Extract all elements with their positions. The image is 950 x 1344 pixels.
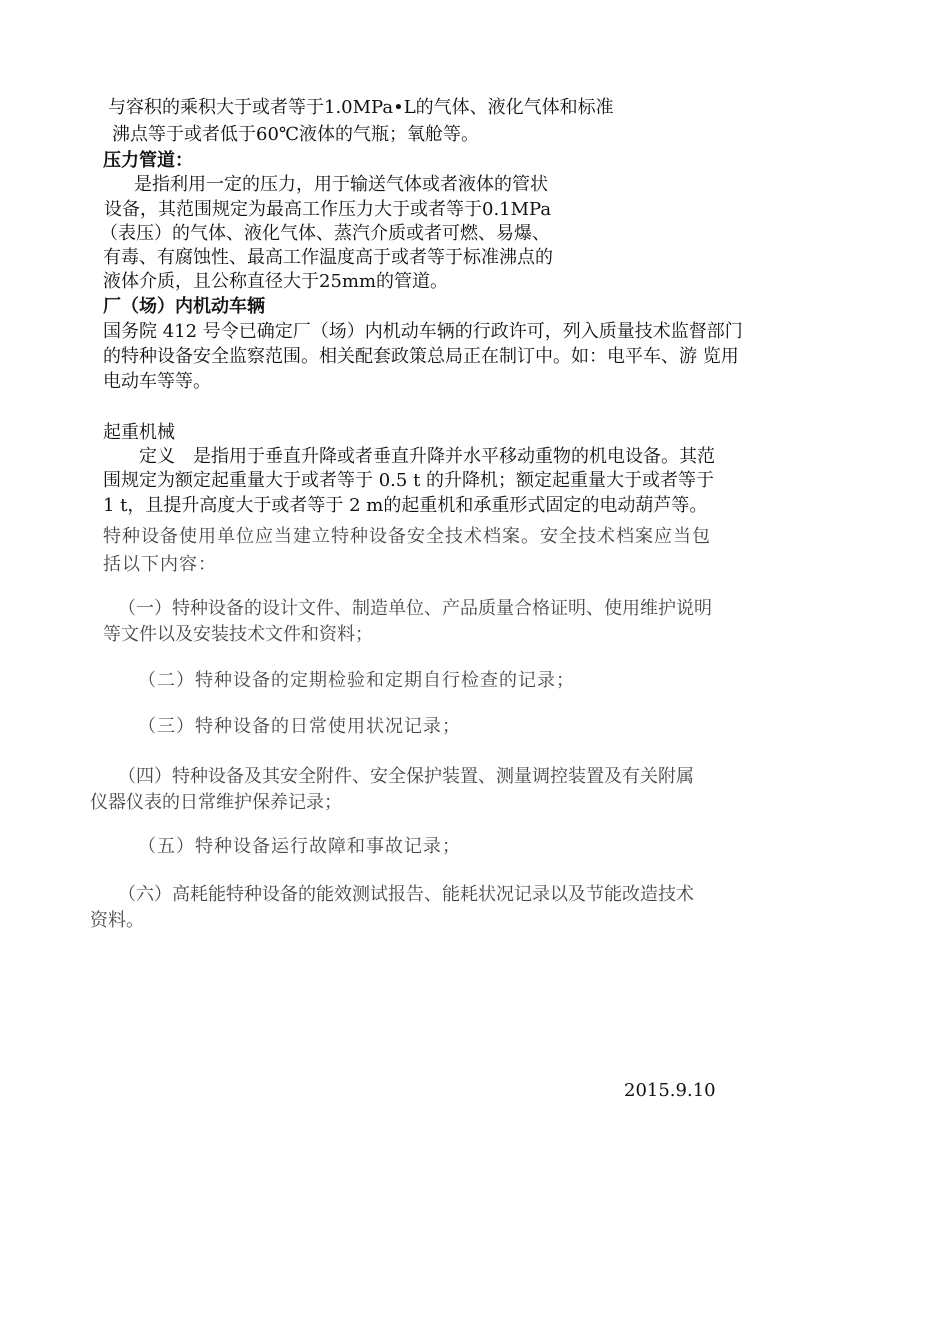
vehicle-heading: 厂（场）内机动车辆: [103, 296, 265, 317]
archive-item-5: （五）特种设备运行故障和事故记录；: [138, 836, 461, 857]
vessel-text-line-1: 与容积的乘积大于或者等于1.0MPa•L的气体、液化气体和标准: [108, 97, 614, 118]
archive-intro-line-2: 括以下内容：: [103, 554, 217, 575]
archive-intro-line-1: 特种设备使用单位应当建立特种设备安全技术档案。安全技术档案应当包: [103, 526, 711, 547]
archive-item-1-line-2: 等文件以及安装技术文件和资料；: [103, 624, 373, 645]
archive-item-2: （二）特种设备的定期检验和定期自行检查的记录；: [138, 670, 575, 691]
pipeline-text-line-3: （表压）的气体、液化气体、蒸汽介质或者可燃、易爆、: [100, 223, 550, 244]
archive-item-3: （三）特种设备的日常使用状况记录；: [138, 716, 461, 737]
pipeline-heading: 压力管道：: [103, 150, 193, 171]
vehicle-text-line-3: 电动车等等。: [103, 371, 211, 392]
archive-item-1-line-1: （一）特种设备的设计文件、制造单位、产品质量合格证明、使用维护说明: [118, 598, 712, 619]
vehicle-text-line-1: 国务院 412 号令已确定厂（场）内机动车辆的行政许可，列入质量技术监督部门: [103, 321, 743, 342]
pipeline-text-line-2: 设备，其范围规定为最高工作压力大于或者等于0.1MPa: [104, 199, 552, 220]
pipeline-text-line-5: 液体介质，且公称直径大于25mm的管道。: [103, 271, 449, 292]
pipeline-text-line-1: 是指利用一定的压力，用于输送气体或者液体的管状: [134, 174, 548, 195]
document-date: 2015.9.10: [624, 1080, 716, 1101]
archive-item-4-line-2: 仪器仪表的日常维护保养记录；: [90, 792, 342, 813]
crane-text-line-1: 定义 是指用于垂直升降或者垂直升降并水平移动重物的机电设备。其范: [139, 446, 715, 467]
vessel-text-line-2: 沸点等于或者低于60℃液体的气瓶；氧舱等。: [112, 124, 480, 145]
archive-item-6-line-2: 资料。: [90, 910, 144, 931]
crane-heading: 起重机械: [103, 422, 175, 443]
crane-text-line-2: 围规定为额定起重量大于或者等于 0.5 t 的升降机；额定起重量大于或者等于: [103, 470, 715, 491]
crane-text-line-3: 1 t，且提升高度大于或者等于 2 m的起重机和承重形式固定的电动葫芦等。: [103, 495, 708, 516]
vehicle-text-line-2: 的特种设备安全监察范围。相关配套政策总局正在制订中。如：电平车、游 览用: [103, 346, 739, 367]
archive-item-6-line-1: （六）高耗能特种设备的能效测试报告、能耗状况记录以及节能改造技术: [118, 884, 694, 905]
archive-item-4-line-1: （四）特种设备及其安全附件、安全保护装置、测量调控装置及有关附属: [118, 766, 694, 787]
pipeline-text-line-4: 有毒、有腐蚀性、最高工作温度高于或者等于标准沸点的: [103, 247, 553, 268]
